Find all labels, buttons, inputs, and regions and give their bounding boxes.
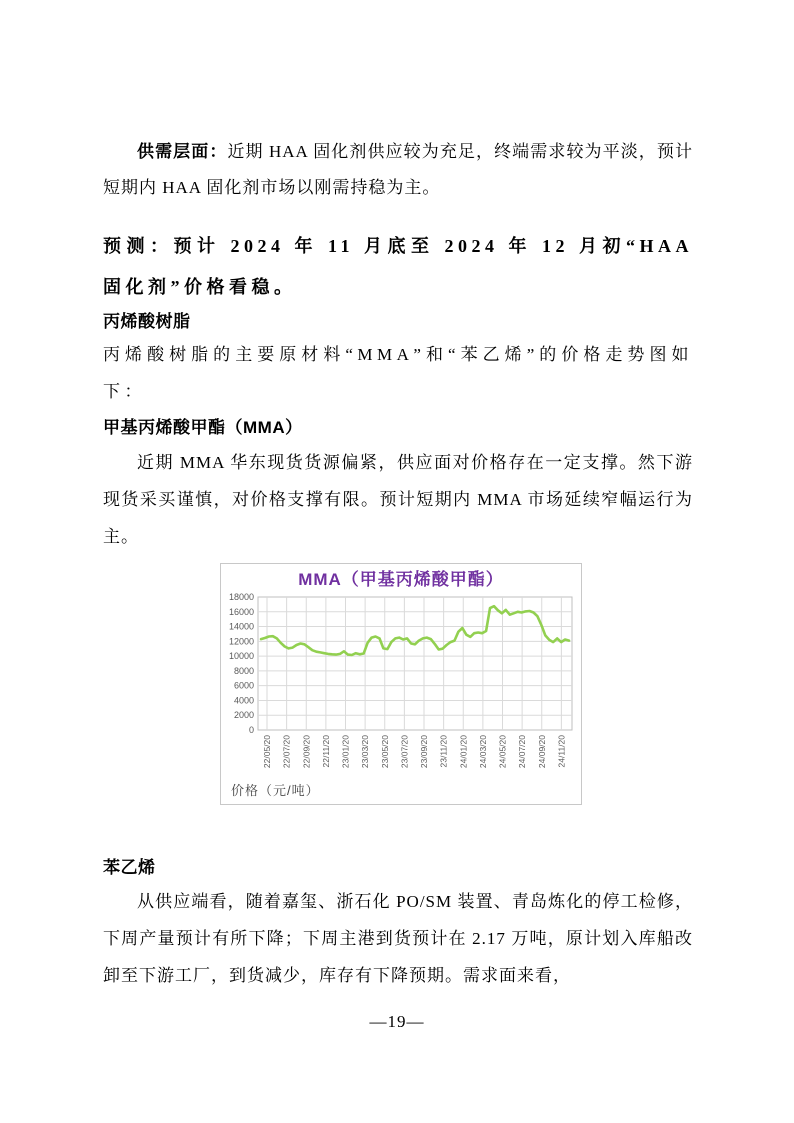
svg-text:10000: 10000: [228, 651, 254, 662]
svg-text:22/07/20: 22/07/20: [281, 735, 292, 769]
heading-styrene: 苯乙烯: [103, 858, 156, 877]
svg-text:22/11/20: 22/11/20: [320, 735, 331, 768]
paragraph-supply-demand-text: 近期 HAA 固化剂供应较为充足，终端需求较为平淡，预计短期内 HAA 固化剂市场以刚需持稳为主。: [103, 142, 693, 197]
paragraph-styrene-analysis: 从供应端看，随着嘉玺、浙石化 PO/SM 装置、青岛炼化的停工检修，下周产量预计有所下降；下周主港到货预计在 2.17 万吨，原计划入库船改卸至下游工厂，到货减少，库存有下降预期。需求面来看，: [103, 892, 693, 985]
heading-acrylic-resin: 丙烯酸树脂: [103, 312, 191, 331]
svg-text:23/07/20: 23/07/20: [399, 735, 410, 769]
svg-text:24/07/20: 24/07/20: [517, 735, 528, 769]
page-number: —19—: [369, 1012, 425, 1031]
svg-text:23/09/20: 23/09/20: [419, 735, 429, 769]
svg-text:24/05/20: 24/05/20: [497, 735, 508, 769]
svg-text:24/09/20: 24/09/20: [536, 735, 547, 769]
paragraph-forecast: 预测：预计 2024 年 11 月底至 2024 年 12 月初“HAA 固化剂”价格看稳。: [103, 236, 693, 297]
svg-text:16000: 16000: [228, 606, 254, 617]
document-content: [103, 0, 693, 994]
mma-price-line-chart: [222, 592, 580, 782]
svg-text:0: 0: [248, 725, 254, 735]
svg-text:24/01/20: 24/01/20: [458, 735, 469, 769]
svg-text:24/03/20: 24/03/20: [477, 735, 488, 769]
mma-price-chart: [220, 563, 582, 805]
svg-text:18000: 18000: [228, 592, 254, 602]
svg-text:14000: 14000: [228, 621, 254, 632]
svg-text:22/05/20: 22/05/20: [262, 735, 272, 769]
chart-title: MMA（甲基丙烯酸甲酯）: [298, 570, 504, 589]
svg-text:23/05/20: 23/05/20: [379, 735, 390, 769]
svg-text:2000: 2000: [233, 710, 254, 721]
svg-text:8000: 8000: [233, 665, 254, 676]
svg-text:4000: 4000: [233, 695, 254, 706]
svg-text:24/11/20: 24/11/20: [556, 735, 567, 768]
svg-text:6000: 6000: [233, 680, 254, 691]
svg-text:12000: 12000: [228, 636, 254, 647]
paragraph-supply-demand: [103, 134, 693, 206]
chart-axis-unit-label: 价格（元/吨）: [231, 783, 320, 798]
paragraph-mma-analysis: 近期 MMA 华东现货货源偏紧，供应面对价格存在一定支撑。然下游现货采买谨慎，对价格支撑有限。预计短期内 MMA 市场延续窄幅运行为主。: [103, 453, 693, 546]
paragraph-supply-demand-lead: 供需层面：: [137, 142, 228, 161]
paragraph-acrylic-intro: 丙烯酸树脂的主要原材料“MMA”和“苯乙烯”的价格走势图如下：: [103, 345, 693, 401]
heading-mma: 甲基丙烯酸甲酯（MMA）: [103, 418, 303, 437]
svg-text:23/03/20: 23/03/20: [360, 735, 371, 769]
svg-text:23/01/20: 23/01/20: [340, 735, 351, 769]
svg-text:22/09/20: 22/09/20: [301, 735, 312, 769]
svg-text:23/11/20: 23/11/20: [438, 735, 449, 768]
